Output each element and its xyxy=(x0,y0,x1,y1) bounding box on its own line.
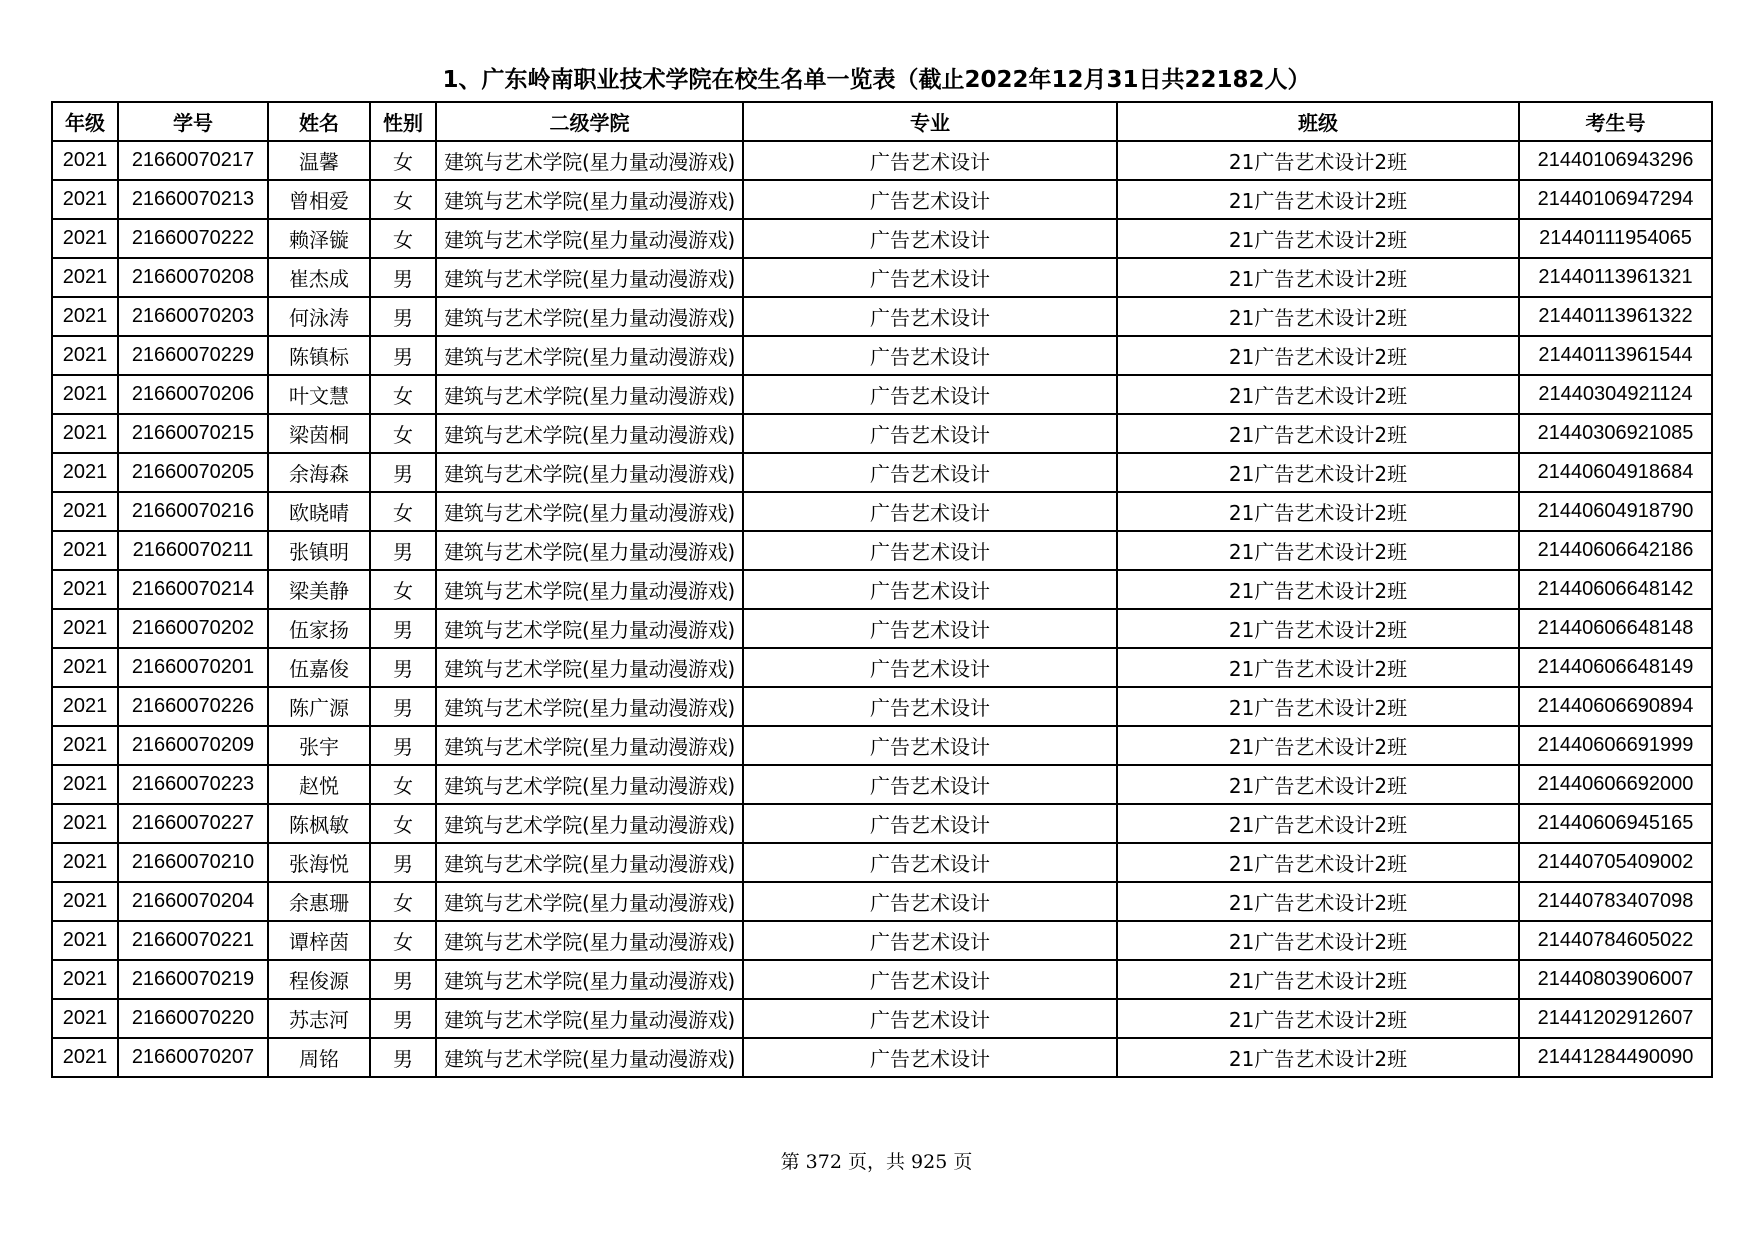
class-cell: 21广告艺术设计2班 xyxy=(1117,804,1519,843)
gender-cell: 女 xyxy=(370,882,436,921)
table-row xyxy=(52,765,1712,804)
gender-cell: 女 xyxy=(370,492,436,531)
college-cell: 建筑与艺术学院(星力量动漫游戏) xyxy=(436,726,743,765)
grade-cell: 2021 xyxy=(52,531,118,570)
header-student-id: 学号 xyxy=(118,102,268,141)
name-cell: 张宇 xyxy=(268,726,370,765)
major-cell: 广告艺术设计 xyxy=(743,180,1117,219)
header-row xyxy=(52,102,1712,141)
college-cell: 建筑与艺术学院(星力量动漫游戏) xyxy=(436,492,743,531)
major-cell: 广告艺术设计 xyxy=(743,414,1117,453)
major-cell: 广告艺术设计 xyxy=(743,375,1117,414)
header-major: 专业 xyxy=(743,102,1117,141)
college-cell: 建筑与艺术学院(星力量动漫游戏) xyxy=(436,960,743,999)
grade-cell: 2021 xyxy=(52,687,118,726)
major-cell: 广告艺术设计 xyxy=(743,1038,1117,1077)
name-cell: 曾相爱 xyxy=(268,180,370,219)
header-name: 姓名 xyxy=(268,102,370,141)
exam-number-cell: 21440113961322 xyxy=(1519,297,1712,336)
student-id-cell: 21660070210 xyxy=(118,843,268,882)
table-row xyxy=(52,492,1712,531)
exam-number-cell: 21440113961544 xyxy=(1519,336,1712,375)
name-cell: 张镇明 xyxy=(268,531,370,570)
class-cell: 21广告艺术设计2班 xyxy=(1117,609,1519,648)
class-cell: 21广告艺术设计2班 xyxy=(1117,570,1519,609)
name-cell: 陈枫敏 xyxy=(268,804,370,843)
class-cell: 21广告艺术设计2班 xyxy=(1117,297,1519,336)
exam-number-cell: 21440113961321 xyxy=(1519,258,1712,297)
name-cell: 陈镇标 xyxy=(268,336,370,375)
college-cell: 建筑与艺术学院(星力量动漫游戏) xyxy=(436,375,743,414)
class-cell: 21广告艺术设计2班 xyxy=(1117,921,1519,960)
table-row xyxy=(52,258,1712,297)
gender-cell: 男 xyxy=(370,726,436,765)
name-cell: 崔杰成 xyxy=(268,258,370,297)
major-cell: 广告艺术设计 xyxy=(743,687,1117,726)
grade-cell: 2021 xyxy=(52,726,118,765)
major-cell: 广告艺术设计 xyxy=(743,882,1117,921)
college-cell: 建筑与艺术学院(星力量动漫游戏) xyxy=(436,648,743,687)
class-cell: 21广告艺术设计2班 xyxy=(1117,258,1519,297)
exam-number-cell: 21440606691999 xyxy=(1519,726,1712,765)
exam-number-cell: 21440604918684 xyxy=(1519,453,1712,492)
major-cell: 广告艺术设计 xyxy=(743,999,1117,1038)
class-cell: 21广告艺术设计2班 xyxy=(1117,648,1519,687)
table-row xyxy=(52,180,1712,219)
name-cell: 叶文慧 xyxy=(268,375,370,414)
exam-number-cell: 21440803906007 xyxy=(1519,960,1712,999)
name-cell: 张海悦 xyxy=(268,843,370,882)
gender-cell: 男 xyxy=(370,297,436,336)
exam-number-cell: 21441202912607 xyxy=(1519,999,1712,1038)
gender-cell: 男 xyxy=(370,648,436,687)
table-row xyxy=(52,648,1712,687)
exam-number-cell: 21440784605022 xyxy=(1519,921,1712,960)
student-id-cell: 21660070211 xyxy=(118,531,268,570)
table-row xyxy=(52,726,1712,765)
gender-cell: 女 xyxy=(370,219,436,258)
college-cell: 建筑与艺术学院(星力量动漫游戏) xyxy=(436,570,743,609)
gender-cell: 女 xyxy=(370,570,436,609)
class-cell: 21广告艺术设计2班 xyxy=(1117,375,1519,414)
table-row xyxy=(52,609,1712,648)
name-cell: 赵悦 xyxy=(268,765,370,804)
gender-cell: 男 xyxy=(370,843,436,882)
name-cell: 周铭 xyxy=(268,1038,370,1077)
gender-cell: 男 xyxy=(370,687,436,726)
gender-cell: 女 xyxy=(370,141,436,180)
exam-number-cell: 21440783407098 xyxy=(1519,882,1712,921)
table-row xyxy=(52,804,1712,843)
grade-cell: 2021 xyxy=(52,258,118,297)
class-cell: 21广告艺术设计2班 xyxy=(1117,336,1519,375)
college-cell: 建筑与艺术学院(星力量动漫游戏) xyxy=(436,609,743,648)
college-cell: 建筑与艺术学院(星力量动漫游戏) xyxy=(436,765,743,804)
student-id-cell: 21660070215 xyxy=(118,414,268,453)
table-row xyxy=(52,531,1712,570)
college-cell: 建筑与艺术学院(星力量动漫游戏) xyxy=(436,258,743,297)
major-cell: 广告艺术设计 xyxy=(743,609,1117,648)
major-cell: 广告艺术设计 xyxy=(743,336,1117,375)
gender-cell: 女 xyxy=(370,804,436,843)
class-cell: 21广告艺术设计2班 xyxy=(1117,414,1519,453)
table-row xyxy=(52,336,1712,375)
student-id-cell: 21660070223 xyxy=(118,765,268,804)
gender-cell: 男 xyxy=(370,531,436,570)
class-cell: 21广告艺术设计2班 xyxy=(1117,960,1519,999)
gender-cell: 男 xyxy=(370,609,436,648)
name-cell: 伍家扬 xyxy=(268,609,370,648)
grade-cell: 2021 xyxy=(52,882,118,921)
name-cell: 程俊源 xyxy=(268,960,370,999)
student-id-cell: 21660070216 xyxy=(118,492,268,531)
name-cell: 欧晓晴 xyxy=(268,492,370,531)
table-row xyxy=(52,375,1712,414)
exam-number-cell: 21440606648142 xyxy=(1519,570,1712,609)
class-cell: 21广告艺术设计2班 xyxy=(1117,726,1519,765)
college-cell: 建筑与艺术学院(星力量动漫游戏) xyxy=(436,531,743,570)
exam-number-cell: 21440606648149 xyxy=(1519,648,1712,687)
major-cell: 广告艺术设计 xyxy=(743,960,1117,999)
grade-cell: 2021 xyxy=(52,648,118,687)
exam-number-cell: 21440106947294 xyxy=(1519,180,1712,219)
major-cell: 广告艺术设计 xyxy=(743,921,1117,960)
grade-cell: 2021 xyxy=(52,492,118,531)
table-row xyxy=(52,297,1712,336)
gender-cell: 女 xyxy=(370,375,436,414)
student-id-cell: 21660070213 xyxy=(118,180,268,219)
college-cell: 建筑与艺术学院(星力量动漫游戏) xyxy=(436,297,743,336)
college-cell: 建筑与艺术学院(星力量动漫游戏) xyxy=(436,804,743,843)
grade-cell: 2021 xyxy=(52,297,118,336)
name-cell: 梁茵桐 xyxy=(268,414,370,453)
grade-cell: 2021 xyxy=(52,453,118,492)
student-id-cell: 21660070227 xyxy=(118,804,268,843)
student-id-cell: 21660070209 xyxy=(118,726,268,765)
table-row xyxy=(52,882,1712,921)
student-id-cell: 21660070202 xyxy=(118,609,268,648)
table-row xyxy=(52,219,1712,258)
major-cell: 广告艺术设计 xyxy=(743,570,1117,609)
gender-cell: 女 xyxy=(370,765,436,804)
class-cell: 21广告艺术设计2班 xyxy=(1117,687,1519,726)
gender-cell: 女 xyxy=(370,921,436,960)
name-cell: 伍嘉俊 xyxy=(268,648,370,687)
grade-cell: 2021 xyxy=(52,999,118,1038)
table-row xyxy=(52,999,1712,1038)
student-id-cell: 21660070219 xyxy=(118,960,268,999)
gender-cell: 女 xyxy=(370,180,436,219)
grade-cell: 2021 xyxy=(52,375,118,414)
table-row xyxy=(52,960,1712,999)
college-cell: 建筑与艺术学院(星力量动漫游戏) xyxy=(436,882,743,921)
table-row xyxy=(52,687,1712,726)
header-class: 班级 xyxy=(1117,102,1519,141)
gender-cell: 男 xyxy=(370,258,436,297)
college-cell: 建筑与艺术学院(星力量动漫游戏) xyxy=(436,687,743,726)
exam-number-cell: 21440606648148 xyxy=(1519,609,1712,648)
student-id-cell: 21660070207 xyxy=(118,1038,268,1077)
student-id-cell: 21660070222 xyxy=(118,219,268,258)
name-cell: 陈广源 xyxy=(268,687,370,726)
table-row xyxy=(52,1038,1712,1077)
grade-cell: 2021 xyxy=(52,804,118,843)
name-cell: 谭梓茵 xyxy=(268,921,370,960)
major-cell: 广告艺术设计 xyxy=(743,453,1117,492)
class-cell: 21广告艺术设计2班 xyxy=(1117,141,1519,180)
class-cell: 21广告艺术设计2班 xyxy=(1117,492,1519,531)
grade-cell: 2021 xyxy=(52,765,118,804)
student-id-cell: 21660070201 xyxy=(118,648,268,687)
header-exam-number: 考生号 xyxy=(1519,102,1712,141)
table-row xyxy=(52,414,1712,453)
student-id-cell: 21660070206 xyxy=(118,375,268,414)
college-cell: 建筑与艺术学院(星力量动漫游戏) xyxy=(436,141,743,180)
gender-cell: 男 xyxy=(370,999,436,1038)
grade-cell: 2021 xyxy=(52,180,118,219)
grade-cell: 2021 xyxy=(52,414,118,453)
exam-number-cell: 21440304921124 xyxy=(1519,375,1712,414)
class-cell: 21广告艺术设计2班 xyxy=(1117,843,1519,882)
table-row xyxy=(52,570,1712,609)
name-cell: 余惠珊 xyxy=(268,882,370,921)
exam-number-cell: 21441284490090 xyxy=(1519,1038,1712,1077)
class-cell: 21广告艺术设计2班 xyxy=(1117,999,1519,1038)
exam-number-cell: 21440606945165 xyxy=(1519,804,1712,843)
table-row xyxy=(52,453,1712,492)
exam-number-cell: 21440606692000 xyxy=(1519,765,1712,804)
exam-number-cell: 21440306921085 xyxy=(1519,414,1712,453)
grade-cell: 2021 xyxy=(52,960,118,999)
major-cell: 广告艺术设计 xyxy=(743,765,1117,804)
grade-cell: 2021 xyxy=(52,336,118,375)
major-cell: 广告艺术设计 xyxy=(743,531,1117,570)
name-cell: 赖泽镟 xyxy=(268,219,370,258)
gender-cell: 男 xyxy=(370,1038,436,1077)
college-cell: 建筑与艺术学院(星力量动漫游戏) xyxy=(436,921,743,960)
college-cell: 建筑与艺术学院(星力量动漫游戏) xyxy=(436,843,743,882)
major-cell: 广告艺术设计 xyxy=(743,648,1117,687)
class-cell: 21广告艺术设计2班 xyxy=(1117,1038,1519,1077)
college-cell: 建筑与艺术学院(星力量动漫游戏) xyxy=(436,180,743,219)
college-cell: 建筑与艺术学院(星力量动漫游戏) xyxy=(436,414,743,453)
exam-number-cell: 21440606642186 xyxy=(1519,531,1712,570)
major-cell: 广告艺术设计 xyxy=(743,141,1117,180)
student-id-cell: 21660070203 xyxy=(118,297,268,336)
major-cell: 广告艺术设计 xyxy=(743,843,1117,882)
major-cell: 广告艺术设计 xyxy=(743,297,1117,336)
grade-cell: 2021 xyxy=(52,609,118,648)
table-row xyxy=(52,843,1712,882)
student-id-cell: 21660070205 xyxy=(118,453,268,492)
student-id-cell: 21660070217 xyxy=(118,141,268,180)
exam-number-cell: 21440111954065 xyxy=(1519,219,1712,258)
grade-cell: 2021 xyxy=(52,570,118,609)
class-cell: 21广告艺术设计2班 xyxy=(1117,219,1519,258)
college-cell: 建筑与艺术学院(星力量动漫游戏) xyxy=(436,453,743,492)
student-id-cell: 21660070208 xyxy=(118,258,268,297)
table-row xyxy=(52,921,1712,960)
grade-cell: 2021 xyxy=(52,921,118,960)
gender-cell: 男 xyxy=(370,960,436,999)
college-cell: 建筑与艺术学院(星力量动漫游戏) xyxy=(436,999,743,1038)
college-cell: 建筑与艺术学院(星力量动漫游戏) xyxy=(436,219,743,258)
student-roster-table xyxy=(51,101,1713,1078)
class-cell: 21广告艺术设计2班 xyxy=(1117,765,1519,804)
student-id-cell: 21660070229 xyxy=(118,336,268,375)
major-cell: 广告艺术设计 xyxy=(743,726,1117,765)
name-cell: 苏志河 xyxy=(268,999,370,1038)
name-cell: 余海森 xyxy=(268,453,370,492)
grade-cell: 2021 xyxy=(52,843,118,882)
class-cell: 21广告艺术设计2班 xyxy=(1117,531,1519,570)
page-footer: 第 372 页，共 925 页 xyxy=(780,1151,973,1173)
exam-number-cell: 21440705409002 xyxy=(1519,843,1712,882)
student-id-cell: 21660070221 xyxy=(118,921,268,960)
page-title: 1、广东岭南职业技术学院在校生名单一览表（截止2022年12月31日共22182人） xyxy=(442,67,1311,93)
major-cell: 广告艺术设计 xyxy=(743,804,1117,843)
grade-cell: 2021 xyxy=(52,1038,118,1077)
major-cell: 广告艺术设计 xyxy=(743,219,1117,258)
student-id-cell: 21660070226 xyxy=(118,687,268,726)
header-college: 二级学院 xyxy=(436,102,743,141)
class-cell: 21广告艺术设计2班 xyxy=(1117,180,1519,219)
student-id-cell: 21660070220 xyxy=(118,999,268,1038)
name-cell: 温馨 xyxy=(268,141,370,180)
major-cell: 广告艺术设计 xyxy=(743,492,1117,531)
exam-number-cell: 21440106943296 xyxy=(1519,141,1712,180)
header-gender: 性别 xyxy=(370,102,436,141)
gender-cell: 女 xyxy=(370,414,436,453)
class-cell: 21广告艺术设计2班 xyxy=(1117,882,1519,921)
class-cell: 21广告艺术设计2班 xyxy=(1117,453,1519,492)
gender-cell: 男 xyxy=(370,453,436,492)
exam-number-cell: 21440604918790 xyxy=(1519,492,1712,531)
college-cell: 建筑与艺术学院(星力量动漫游戏) xyxy=(436,336,743,375)
grade-cell: 2021 xyxy=(52,141,118,180)
grade-cell: 2021 xyxy=(52,219,118,258)
exam-number-cell: 21440606690894 xyxy=(1519,687,1712,726)
name-cell: 梁美静 xyxy=(268,570,370,609)
header-grade: 年级 xyxy=(52,102,118,141)
college-cell: 建筑与艺术学院(星力量动漫游戏) xyxy=(436,1038,743,1077)
student-id-cell: 21660070204 xyxy=(118,882,268,921)
name-cell: 何泳涛 xyxy=(268,297,370,336)
major-cell: 广告艺术设计 xyxy=(743,258,1117,297)
student-id-cell: 21660070214 xyxy=(118,570,268,609)
table-row xyxy=(52,141,1712,180)
gender-cell: 男 xyxy=(370,336,436,375)
